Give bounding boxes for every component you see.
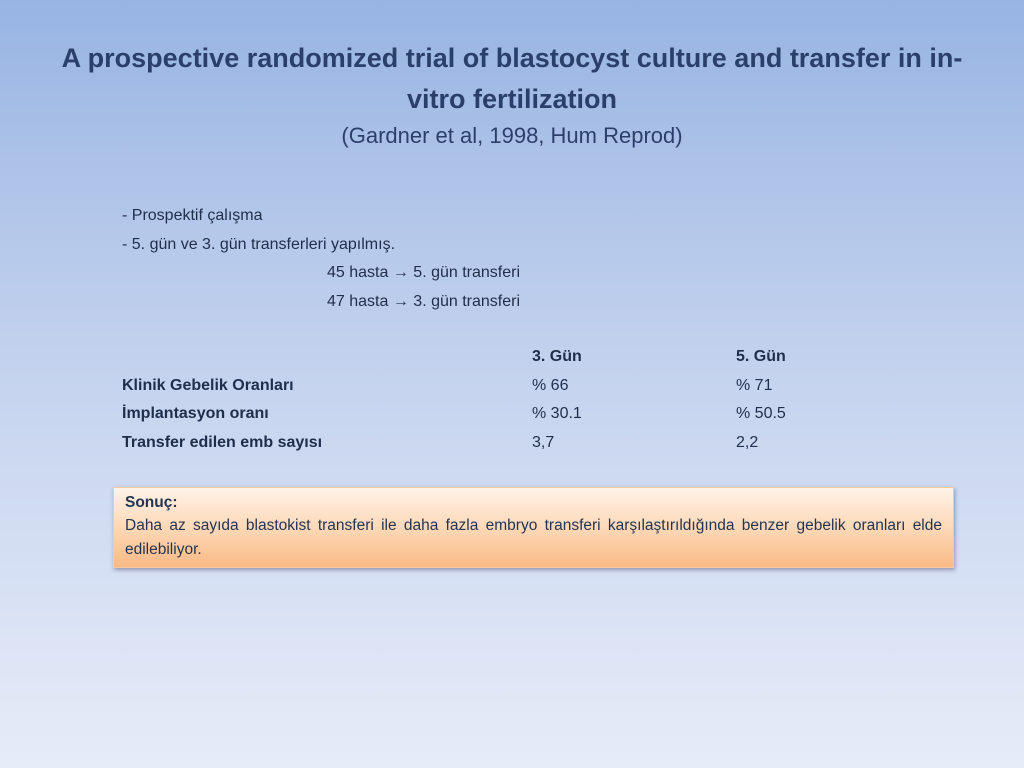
- arrow-right-icon: →: [392, 292, 409, 310]
- cell-day5: 2,2: [736, 433, 759, 451]
- table-row: [118, 400, 940, 429]
- group-transfer: 3. gün transferi: [413, 292, 521, 310]
- cell-day5: % 50.5: [736, 405, 786, 423]
- cell-day3: % 30.1: [532, 405, 582, 423]
- cell-day3: % 66: [532, 376, 569, 394]
- conclusion-box: [113, 487, 954, 568]
- conclusion-text: Daha az sayıda blastokist transferi ile daha fazla embryo transferi karşılaştırıldığında benzer gebelik oranları elde edilebiliyor.: [125, 517, 942, 558]
- header-day3: 3. Gün: [532, 348, 582, 366]
- study-line-transfers: - 5. gün ve 3. gün transferleri yapılmış.: [122, 235, 396, 253]
- row-label: Transfer edilen emb sayısı: [122, 433, 323, 451]
- group-patients: 45 hasta: [327, 264, 389, 281]
- header-label-cell: [118, 343, 528, 372]
- row-label: Klinik Gebelik Oranları: [122, 376, 294, 394]
- results-table: [118, 343, 940, 457]
- table-row: [118, 372, 940, 401]
- cell-day5: % 71: [736, 376, 773, 394]
- group-transfer: 5. gün transferi: [413, 264, 521, 281]
- study-group-day3: [122, 288, 520, 317]
- study-line-design: - Prospektif çalışma: [122, 207, 263, 224]
- slide-title-block: [60, 38, 964, 152]
- study-group-day5: [122, 259, 520, 288]
- study-description: [122, 202, 520, 316]
- cell-day3: 3,7: [532, 433, 555, 451]
- slide-subtitle: (Gardner et al, 1998, Hum Reprod): [341, 123, 683, 148]
- header-day5: 5. Gün: [736, 348, 786, 366]
- arrow-right-icon: →: [392, 264, 409, 281]
- slide-title: A prospective randomized trial of blastocyst culture and transfer in in- vitro fertilization: [61, 43, 963, 114]
- table-row: [118, 429, 940, 458]
- table-header-row: [118, 343, 940, 372]
- row-label: İmplantasyon oranı: [122, 405, 269, 423]
- conclusion-title: Sonuç:: [125, 494, 178, 511]
- group-patients: 47 hasta: [327, 292, 389, 310]
